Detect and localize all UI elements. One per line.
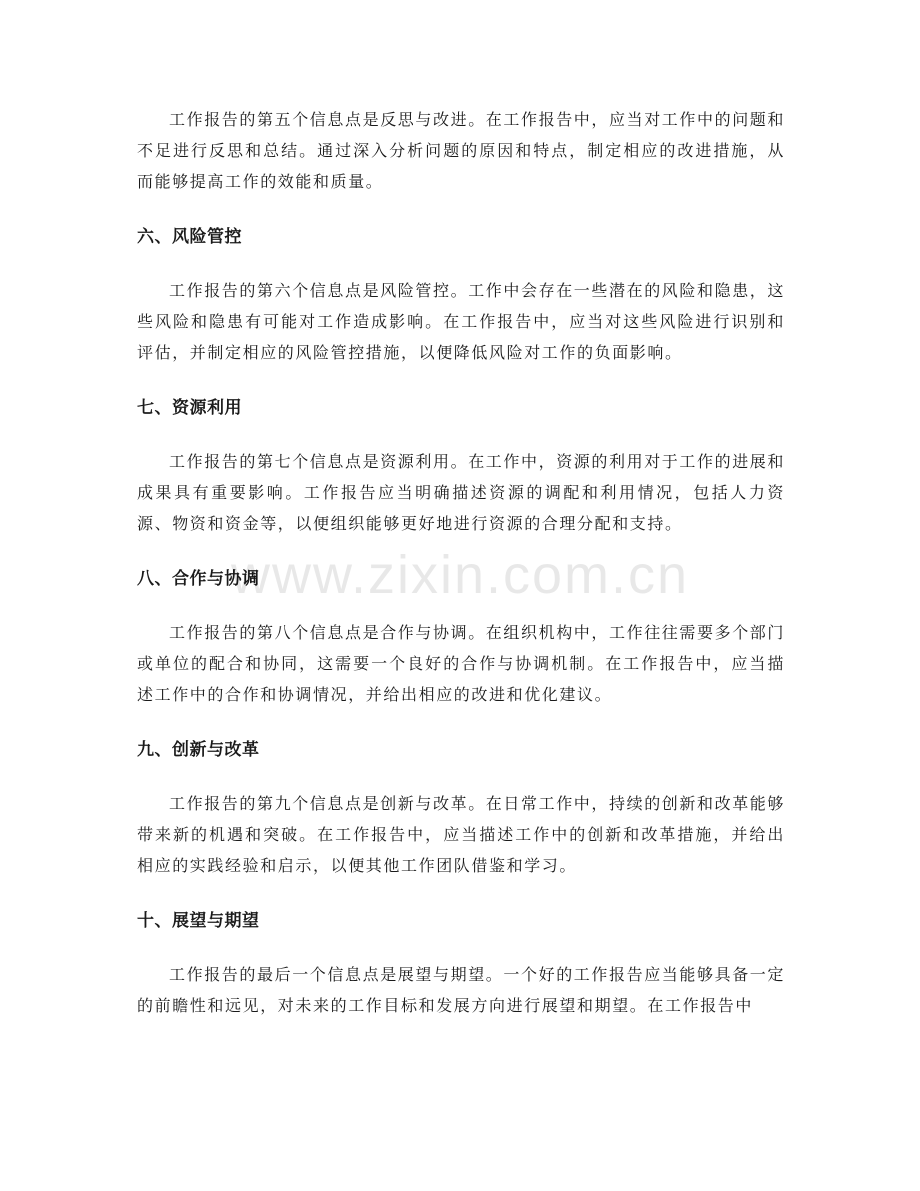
heading-resource-use: 七、资源利用 <box>137 398 242 418</box>
document-content <box>137 104 785 1021</box>
paragraph-risk-control: 工作报告的第六个信息点是风险管控。工作中会存在一些潜在的风险和隐患，这些风险和隐患有可能对工作造成影响。在工作报告中，应当对这些风险进行识别和评估，并制定相应的风险管控措施，以便降低风险对工作的负面影响。 <box>137 281 786 362</box>
paragraph-reflection: 工作报告的第五个信息点是反思与改进。在工作报告中，应当对工作中的问题和不足进行反思和总结。通过深入分析问题的原因和特点，制定相应的改进措施，从而能够提高工作的效能和质量。 <box>137 110 786 191</box>
paragraph-innovation: 工作报告的第九个信息点是创新与改革。在日常工作中，持续的创新和改革能够带来新的机遇和突破。在工作报告中，应当描述工作中的创新和改革措施，并给出相应的实践经验和启示，以便其他工作团队借鉴和学习。 <box>137 794 786 875</box>
heading-outlook: 十、展望与期望 <box>137 911 260 931</box>
heading-cooperation: 八、合作与协调 <box>137 569 260 589</box>
heading-innovation: 九、创新与改革 <box>137 740 260 760</box>
heading-risk-control: 六、风险管控 <box>137 227 242 247</box>
paragraph-outlook: 工作报告的最后一个信息点是展望与期望。一个好的工作报告应当能够具备一定的前瞻性和远见，对未来的工作目标和发展方向进行展望和期望。在工作报告中 <box>137 965 786 1015</box>
paragraph-resource-use: 工作报告的第七个信息点是资源利用。在工作中，资源的利用对于工作的进展和成果具有重要影响。工作报告应当明确描述资源的调配和利用情况，包括人力资源、物资和资金等，以便组织能够更好地进行资源的合理分配和支持。 <box>137 452 786 533</box>
watermark-text: www.zixin.com.cn <box>230 545 690 605</box>
paragraph-cooperation: 工作报告的第八个信息点是合作与协调。在组织机构中，工作往往需要多个部门或单位的配合和协同，这需要一个良好的合作与协调机制。在工作报告中，应当描述工作中的合作和协调情况，并给出相应的改进和优化建议。 <box>137 623 786 704</box>
